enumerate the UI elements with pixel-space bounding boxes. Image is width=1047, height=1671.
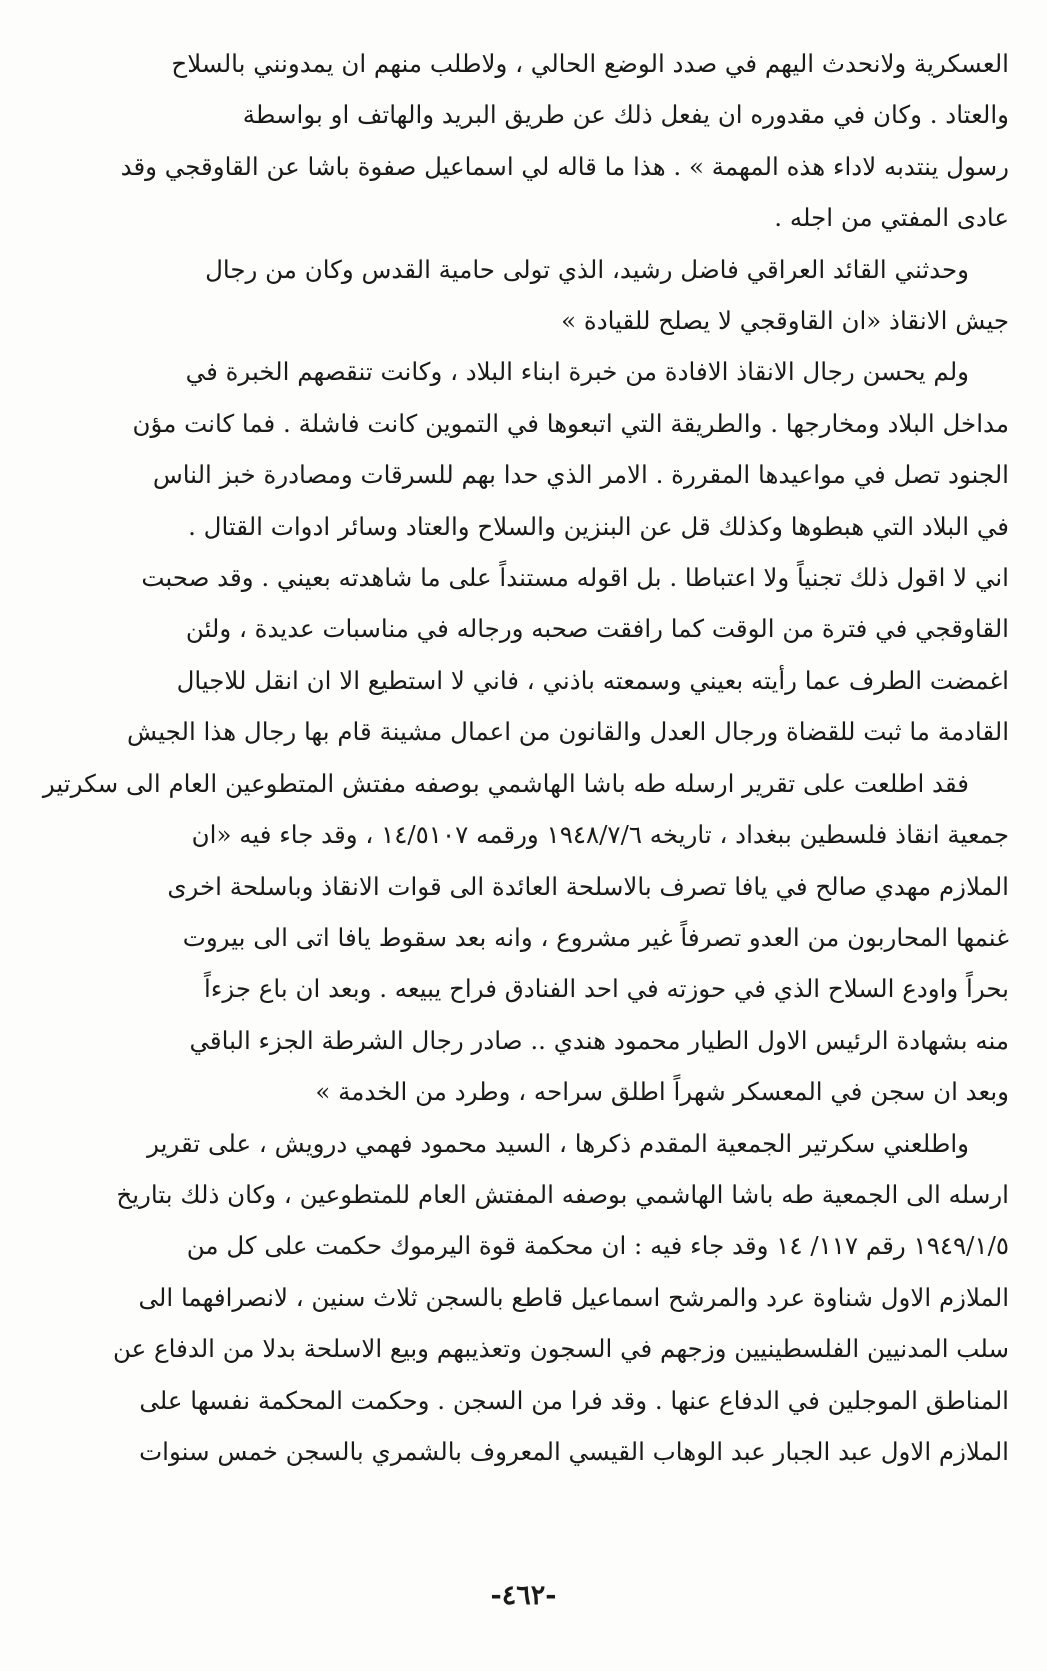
text-line: المناطق الموجلين في الدفاع عنها . وقد فرا من السجن . وحكمت المحكمة نفسها على: [139, 1385, 1009, 1415]
body-text: [30, 38, 1009, 1477]
text-line: العسكرية ولانحدث اليهم في صدد الوضع الحالي ، ولاطلب منهم ان يمدونني بالسلاح: [171, 49, 1009, 78]
text-line: ارسله الى الجمعية طه باشا الهاشمي بوصفه المفتش العام للمتطوعين ، وكان ذلك بتاريخ: [116, 1179, 1009, 1209]
text-line: الملازم الاول عبد الجبار عبد الوهاب القيسي المعروف بالشمري بالسجن خمس سنوات: [139, 1436, 1009, 1466]
text-line: القادمة ما ثبت للقضاة ورجال العدل والقانون من اعمال مشينة قام بها رجال هذا الجيش: [127, 717, 1009, 747]
text-line: واطلعني سكرتير الجمعية المقدم ذكرها ، السيد محمود فهمي درويش ، على تقرير: [147, 1128, 969, 1158]
paragraph-2: [30, 244, 1009, 347]
text-line: في البلاد التي هبطوها وكذلك قل عن البنزين والسلاح والعتاد وسائر ادوات القتال .: [188, 511, 1009, 541]
text-line: الجنود تصل في مواعيدها المقررة . الامر الذي حدا بهم للسرقات ومصادرة خبز الناس: [152, 460, 1009, 490]
page-number: -٤٦٢-: [490, 1580, 557, 1611]
text-line: ولم يحسن رجال الانقاذ الافادة من خبرة ابناء البلاد ، وكانت تنقصهم الخبرة في: [185, 357, 969, 387]
text-line: ١٩٤٩/١/٥ رقم ١١٧/ ١٤ وقد جاء فيه : ان محكمة قوة اليرموك حكمت على كل من: [186, 1231, 1009, 1261]
text-line: الملازم الاول شناوة عرد والمرشح اسماعيل قاطع بالسجن ثلاث سنين ، لانصرافهما الى: [138, 1282, 1009, 1312]
text-line: اغمضت الطرف عما رأيته بعيني وسمعته باذني ، فاني لا استطيع الا ان انقل للاجيال: [176, 665, 1009, 695]
text-line: منه بشهادة الرئيس الاول الطيار محمود هندي .. صادر رجال الشرطة الجزء الباقي: [189, 1025, 1009, 1055]
text-line: عادى المفتي من اجله .: [774, 203, 1009, 233]
text-line: غنمها المحاربون من العدو تصرفاً غير مشروع ، وانه بعد سقوط يافا اتى الى بيروت: [182, 922, 1009, 952]
text-line: بحراً واودع السلاح الذي في حوزته في احد الفنادق فراح يبيعه . وبعد ان باع جزءاً: [204, 974, 1009, 1004]
text-line: مداخل البلاد ومخارجها . والطريقة التي اتبعوها في التموين كانت فاشلة . فما كانت مؤن: [132, 408, 1009, 438]
text-line: الملازم مهدي صالح في يافا تصرف بالاسلحة العائدة الى قوات الانقاذ وباسلحة اخرى: [167, 871, 1009, 901]
text-line: وبعد ان سجن في المعسكر شهراً اطلق سراحه ، وطرد من الخدمة »: [315, 1077, 1009, 1107]
paragraph-5: [30, 1118, 1009, 1478]
paragraph-1: [30, 38, 1009, 244]
text-line: فقد اطلعت على تقرير ارسله طه باشا الهاشمي بوصفه مفتش المتطوعين العام الى سكرتير: [42, 768, 969, 798]
paragraph-3: [30, 346, 1009, 757]
text-line: رسول ينتدبه لاداء هذه المهمة » . هذا ما قاله لي اسماعيل صفوة باشا عن القاوقجي وقد: [120, 151, 1009, 181]
paragraph-4: [30, 758, 1009, 1118]
text-line: جمعية انقاذ فلسطين ببغداد ، تاريخه ١٩٤٨/٧/٦ ورقمه ١٤/٥١٠٧ ، وقد جاء فيه «ان: [191, 820, 1009, 850]
text-line: جيش الانقاذ «ان القاوقجي لا يصلح للقيادة »: [561, 306, 1009, 336]
text-line: سلب المدنيين الفلسطينيين وزجهم في السجون وتعذيبهم وبيع الاسلحة بدلا من الدفاع عن: [113, 1334, 1009, 1364]
text-line: القاوقجي في فترة من الوقت كما رافقت صحبه ورجاله في مناسبات عديدة ، ولئن: [185, 614, 1009, 644]
text-line: والعتاد . وكان في مقدوره ان يفعل ذلك عن طريق البريد والهاتف او بواسطة: [242, 100, 1009, 130]
text-line: اني لا اقول ذلك تجنياً ولا اعتباطا . بل اقوله مستنداً على ما شاهدته بعيني . وقد صحبت: [141, 563, 1009, 593]
text-line: وحدثني القائد العراقي فاضل رشيد، الذي تولى حامية القدس وكان من رجال: [205, 254, 969, 284]
